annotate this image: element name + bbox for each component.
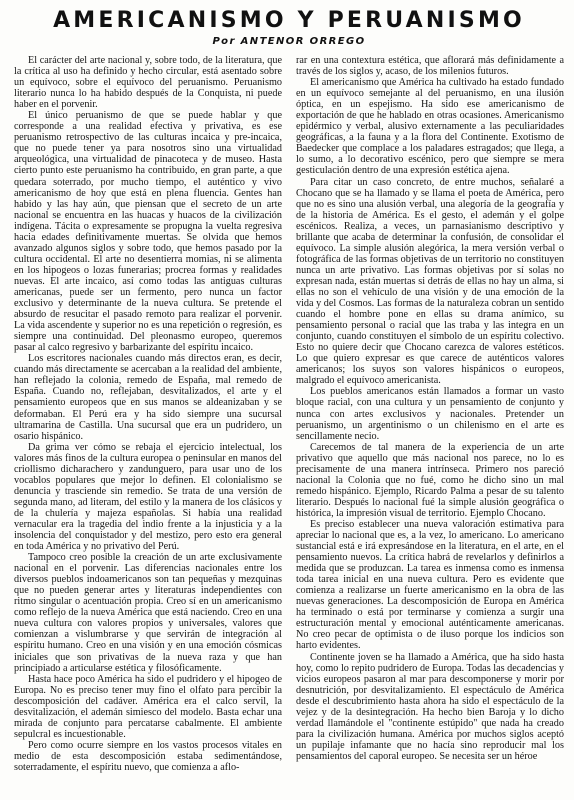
- paragraph: Tampoco creo posible la creación de un arte exclusivamente nacional en el porvenir. Las diferencias nacionales entre los diversos pueblos indoamericanos son tan pequeñas y mezquinas que no pueden generar artes y literaturas independientes con ritmo singular o acentuación propia. Creo sí en un americanismo como reflejo de la nueva América que está naciendo. Creo en una nueva cultura con valores propios y universales, valores que comienzan a vislumbrarse y que servirán de integración al espíritu humano. Creo en una visión y en una emoción cósmicas iniciales que son privativas de la nueva raza y que han principiado a articularse estética y filosóficamente.: [14, 552, 282, 674]
- article-byline: Por ANTENOR ORREGO: [212, 36, 366, 47]
- paragraph: Pero como ocurre siempre en los vastos procesos vitales en medio de esta descomposición estaba sedimentándose, soterradamente, el espíritu nuevo, que comienza a aflo-: [14, 739, 282, 773]
- paragraph-continuation: rar en una contextura estética, que aflorará más definidamente a través de los siglos y, acaso, de los milenios futuros.: [296, 55, 564, 78]
- paragraph: Los pueblos americanos están llamados a formar un vasto bloque racial, con una cultura y un pensamiento de conjunto y nunca con artes exclusivos y nacionales. Pretender un peruanismo, un argentinismo o un chilenismo en el arte es sencillamente necio.: [296, 386, 564, 442]
- paragraph: El americanismo que América ha cultivado ha estado fundado en un equívoco semejante al del peruanismo, en una ilusión óptica, en un espejismo. Ha sido ese americanismo de exportación de que he hablado en otras ocasiones. Americanismo epidérmico y verbal, alusivo externamente a las peculiaridades geográficas, a la fauna y a la flora del Continente. Exotismo de Baedecker que complace a los paladares estragados; que llega, a lo sumo, a lo decorativo escénico, pero que siempre se mera gesticulación dentro de una expresión estética ajena.: [296, 77, 564, 177]
- left-column: [14, 55, 282, 790]
- paragraph: Es preciso establecer una nueva valoración estimativa para apreciar lo nacional que es, a la vez, lo americano. Lo americano sustancial está e irá expresándose en la literatura, en el arte, en el pensamiento nuevos. La crítica habrá de revelarlos y definirlos a medida que se produzcan. La tarea es inmensa como es inmensa toda tarea inicial en una nueva cultura. Pero es evidente que comienza a realizarse un fuerte americanismo en la obra de las nuevas generaciones. La descomposición de Europa en América ha terminado o está por terminarse y comienza a surgir una estructuración mental y emocional auténticamente americanas. No creo pecar de optimista o de iluso porque los indicios son harto evidentes.: [296, 518, 564, 652]
- paragraph: Da grima ver cómo se rebaja el ejercicio intelectual, los valores más finos de la cultura europea o peninsular en manos del criollismo dicharachero y zandunguero, para usar uno de los vocablos populares que mejor lo definen. El colonialismo se denuncia y trasciende sin remedio. Se trata de una versión de segunda mano, ad literam, del estilo y la manera de los clásicos y de la chulería y majeza españolas. Si había una realidad vernacular era la tragedia del indio frente a la injusticia y a la insolencia del conquistador y del mestizo, pero esto era general en toda América y no privativo del Perú.: [14, 441, 282, 553]
- paragraph: Los escritores nacionales cuando más directos eran, es decir, cuando más directamente se acercaban a la realidad del ambiente, han reflejado la colonia, remedo de España, mal remedo de España. Cuando no, reflejaban, desvitalizados, el arte y el pensamiento europeos que en sus manos se aldeanizaban y se deformaban. El Perú era y ha sido siempre una sucursal ultramarina de Castilla. Una sucursal que era un pudridero, un osario hispánico.: [14, 353, 282, 442]
- paragraph: Continente joven se ha llamado a América, que ha sido hasta hoy, como lo repito pudridero de Europa. Todas las decadencias y vicios europeos pasaron al mar para descomponerse y morir por desnutrición, por desvitalizamiento. El espectáculo de América desde el descubrimiento hasta ahora ha sido el espectáculo de la vejez y de la desintegración. Ha hecho bien Baroja y lo dicho verdad llamándole el "continente estúpido" que nada ha creado para la civilización humana. América por muchos siglos aceptó un pupilaje infamante que no hacía sino reproducir mal los pensamientos del caporal europeo. Se necesita ser un héroe: [296, 651, 564, 762]
- paragraph: Hasta hace poco América ha sido el pudridero y el hipogeo de Europa. No es preciso tener muy fino el olfato para percibir la descomposición del cadáver. América era el calco servil, la desvitalización, el ademán simiesco del modelo. Basta echar una mirada de conjunto para percatarse cabalmente. El ambiente sepulcral es incuestionable.: [14, 673, 282, 740]
- right-column: [296, 55, 564, 790]
- paragraph: Para citar un caso concreto, de entre muchos, señalaré a Chocano que se ha llamado y se llama el poeta de América, pero que no es sino una alusión verbal, una alegoría de la geografía y de la historia de América. Es el gesto, el ademán y el golpe escénicos. Realiza, a veces, un parnasianismo descriptivo y brillante que acaba de determinar la confusión, de consolidar el equívoco. La simple alusión alegórica, la mera versión verbal o fotográfica de las formas objetivas de un territorio no constituyen nunca un arte privativo. Las formas objetivas por sí solas no expresan nada, están muertas si detrás de ellas no hay un alma, si ellas no son el vehículo de una visión y de una emoción de la vida y del Cosmos. Las formas de la naturaleza cobran un sentido cuando el hombre pone en ellas su drama anímico, su pensamiento personal o racial que las traba y las integra en un conjunto, cuando constituyen el símbolo de un espíritu colectivo. Esto no quiere decir que Chocano carezca de valores estéticos. Lo que quiero expresar es que carece de auténticos valores americanos; los suyos son valores hispánicos o europeos, malgrado el equívoco americanista.: [296, 176, 564, 387]
- paragraph: El carácter del arte nacional y, sobre todo, de la literatura, que la crítica al uso ha definido y hecho circular, está asentado sobre un equívoco, sobre el equívoco del peruanismo. Peruanismo literario nunca lo ha habido después de la Conquista, ni puede haber en el porvenir.: [14, 55, 282, 111]
- paragraph: El único peruanismo de que se puede hablar y que corresponde a una realidad efectiva y privativa, es ese peruanismo retrospectivo de las culturas incaica y pre-incaica, que no puede tener ya para nosotros sino una virtualidad arqueológica, una virtualidad de pinacoteca y de museo. Hasta cierto punto este peruanismo ha contribuido, en gran parte, a que quedara soterrado, por mucho tiempo, el auténtico y vivo americanismo de hoy que está en plena fluencia. Gentes han habido y las hay aún, que piensan que el secreto de un arte nacional se encuentra en las huacas y huacos de la civilización indígena. Tácita o expresamente se propugna la vuelta regresiva hacia edades definitivamente muertas. Se olvida que hemos avanzado algunos siglos y sobre todo, que hemos pasado por la cultura occidental. El arte no desentierra momias, ni se alimenta en los hipogeos o lozas funerarias; procrea formas y realidades nuevas. El arte incaico, así como todas las antiguas culturas americanas, puede ser un fermento, pero nunca un factor exclusivo y determinante de la nueva cultura. Se pretende el absurdo de resucitar el pasado remoto para realizar el porvenir. La vida ascendente y superior no es una repetición o regresión, es siempre una continuidad. Del pleonasmo europeo, queremos pasar al calco regresivo y barbarizante del espíritu incaico.: [14, 110, 282, 354]
- paragraph: Carecemos de tal manera de la experiencia de un arte privativo que aquello que más nacional nos parece, no lo es precisamente de una manera intrínseca. Primero nos pareció nacional la Colonia que no fué, como he dicho sino un mal remedo hispánico. Ejemplo, Ricardo Palma a pesar de su talento literario. Después lo nacional fué la simple alusión geográfica o histórica, la impresión visual de territorio. Ejemplo Chocano.: [296, 441, 564, 519]
- article-title: AMERICANISMO Y PERUANISMO: [53, 8, 525, 33]
- article-body: [14, 55, 564, 790]
